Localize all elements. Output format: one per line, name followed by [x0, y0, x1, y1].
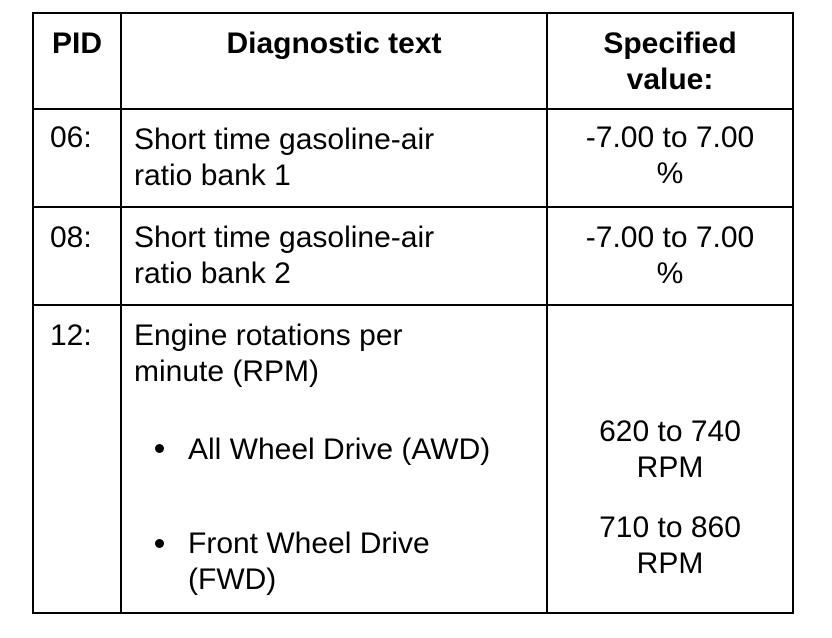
- row-08-text-line2: ratio bank 2: [134, 257, 291, 290]
- sub-item-fwd-label: [188, 526, 430, 598]
- row-divider: [34, 108, 792, 110]
- sub-item-awd-value-line1: 620 to 740: [599, 415, 741, 448]
- sub-item-awd-label: All Wheel Drive (AWD): [188, 433, 491, 466]
- row-06-value-line1: -7.00 to 7.00: [585, 121, 755, 154]
- sub-item-fwd-value-line2: RPM: [636, 547, 704, 580]
- row-divider: [34, 206, 792, 208]
- row-06-value: [548, 120, 792, 192]
- header-diagnostic-text: Diagnostic text: [226, 27, 442, 60]
- sub-item-fwd-value: [548, 510, 792, 582]
- header-specified-value: [548, 26, 792, 98]
- bullet-icon: [155, 539, 164, 548]
- sub-item-awd-value-line2: RPM: [636, 451, 704, 484]
- pid-spec-table: [32, 12, 794, 614]
- row-06-pid: 06:: [50, 121, 92, 154]
- row-12-pid: 12:: [50, 319, 92, 352]
- row-08-text: [134, 220, 434, 292]
- sub-item-awd-value: [548, 414, 792, 486]
- row-08-pid: 08:: [50, 221, 92, 254]
- row-12-text-line1: Engine rotations per: [134, 319, 403, 352]
- column-divider: [120, 14, 122, 612]
- sub-item-fwd-label-line1: Front Wheel Drive: [188, 527, 430, 560]
- sub-item-fwd-label-line2: (FWD): [188, 563, 277, 596]
- row-12-text: [134, 318, 403, 390]
- header-pid: PID: [51, 27, 102, 60]
- header-specified-value-line2: value:: [626, 63, 714, 96]
- bullet-icon: [155, 444, 164, 453]
- header-specified-value-line1: Specified: [603, 27, 737, 60]
- row-06-text-line2: ratio bank 1: [134, 159, 291, 192]
- row-08-value-line1: -7.00 to 7.00: [585, 221, 755, 254]
- row-06-text-line1: Short time gasoline-air: [134, 123, 435, 156]
- row-divider: [34, 304, 792, 306]
- row-06-value-line2: %: [656, 157, 684, 190]
- row-12-text-line2: minute (RPM): [134, 355, 320, 388]
- row-08-value: [548, 220, 792, 292]
- sub-item-fwd-value-line1: 710 to 860: [599, 511, 741, 544]
- row-06-text: [134, 122, 434, 194]
- row-08-text-line1: Short time gasoline-air: [134, 221, 435, 254]
- row-08-value-line2: %: [656, 257, 684, 290]
